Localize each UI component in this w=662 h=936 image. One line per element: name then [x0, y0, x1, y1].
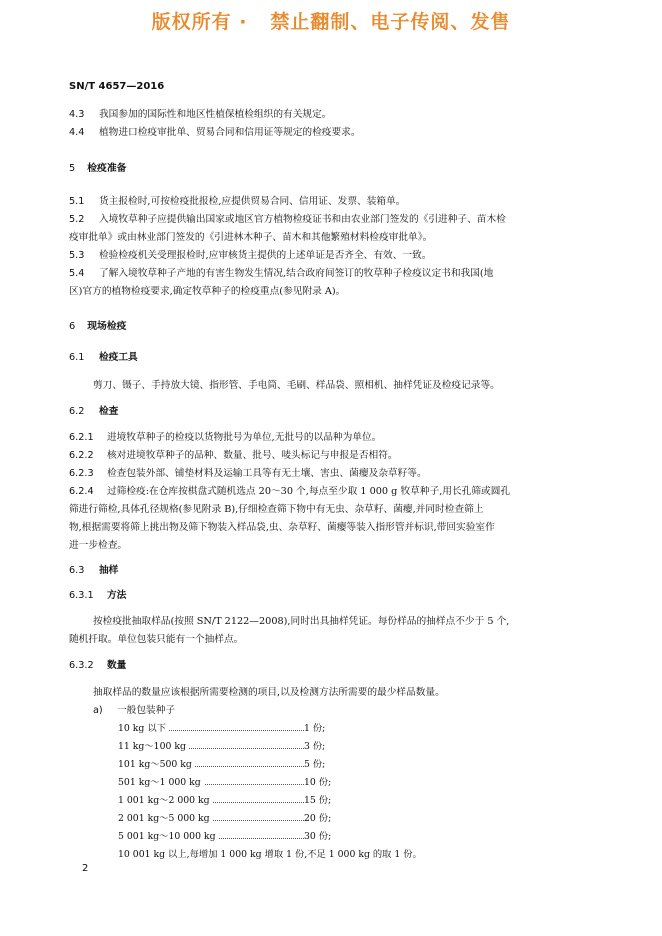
clause-number: 6.3.2 — [69, 660, 94, 671]
copyright-watermark: 版权所有 · 禁止翻制、电子传阅、发售 — [151, 11, 511, 33]
section-title: 现场检疫 — [87, 321, 127, 332]
section-title: 检疫准备 — [87, 163, 127, 174]
clause-number: 6.2 — [69, 406, 85, 417]
clause-6-1-heading — [69, 349, 138, 367]
sample-count: 15 份; — [304, 795, 332, 806]
list-label: a) — [93, 705, 103, 716]
clause-text: 入境牧草种子应提供输出国家或地区官方植物检疫证书和由农业部门签发的《引进种子、苗木检 — [99, 214, 506, 225]
clause-6-3-2-body: 抽取样品的数量应该根据所需要检测的项目,以及检测方法所需要的最少样品数量。 — [93, 687, 445, 698]
clause-number: 5.1 — [69, 196, 85, 207]
clause-title: 检查 — [99, 406, 119, 417]
clause-title: 数量 — [107, 660, 127, 671]
clause-6-3-1-heading — [69, 587, 126, 605]
sample-count: 3 份; — [304, 741, 326, 752]
section-5-heading — [69, 160, 126, 178]
sample-count: 1 份; — [304, 723, 326, 734]
clause-text: 过筛检疫:在仓库按棋盘式随机选点 20～30 个,每点至少取 1 000 g 牧草种子,用长孔筛或圆孔 — [107, 486, 511, 497]
clause-5-2-continued: 疫审批单》或由林业部门签发的《引进林木种子、苗木和其他繁殖材料检疫审批单》。 — [69, 232, 433, 243]
sample-range: 1 001 kg～2 000 kg — [118, 795, 213, 806]
clause-title: 检疫工具 — [99, 352, 138, 363]
clause-number: 5.4 — [69, 268, 85, 279]
clause-number: 6.2.4 — [69, 486, 94, 497]
clause-6-2-heading — [69, 403, 118, 421]
clause-6-2-4-line-2: 筛进行筛检,具体孔径规格(参见附录 B),仔细检查筛下物中有无虫、杂草籽、菌瘿,并同时检查筛上 — [69, 504, 484, 515]
sample-range: 2 001 kg～5 000 kg — [118, 813, 213, 824]
clause-6-2-4 — [69, 483, 510, 501]
clause-text: 检查包装外部、铺垫材料及运输工具等有无土壤、害虫、菌瘿及杂草籽等。 — [107, 468, 427, 479]
clause-number: 4.4 — [69, 127, 85, 138]
clause-6-2-2 — [69, 447, 398, 465]
sample-count: 30 份; — [304, 831, 332, 842]
clause-5-1 — [69, 193, 405, 211]
section-number: 6 — [69, 321, 76, 332]
clause-text: 植物进口检疫审批单、贸易合同和信用证等规定的检疫要求。 — [99, 127, 361, 138]
clause-number: 5.3 — [69, 250, 85, 261]
sample-range: 11 kg～100 kg — [118, 741, 189, 752]
clause-title: 抽样 — [99, 565, 119, 576]
clause-6-2-3 — [69, 465, 427, 483]
clause-number: 6.2.2 — [69, 450, 94, 461]
list-item-a — [93, 702, 175, 720]
clause-number: 6.3 — [69, 565, 85, 576]
sample-count: 10 份; — [304, 777, 332, 788]
sample-row — [118, 792, 331, 810]
clause-text: 货主报检时,可按检疫批报检,应提供贸易合同、信用证、发票、装箱单。 — [99, 196, 406, 207]
sample-row — [118, 738, 325, 756]
sample-row — [118, 720, 325, 738]
sample-row — [118, 810, 331, 828]
clause-6-2-1 — [69, 429, 381, 447]
sample-row — [118, 828, 331, 846]
standard-code: SN/T 4657—2016 — [69, 81, 165, 92]
section-6-heading — [69, 318, 126, 336]
sample-range: 101 kg～500 kg — [118, 759, 195, 770]
clause-6-3-2-heading — [69, 657, 126, 675]
sample-range: 501 kg～1 000 kg — [118, 777, 204, 788]
clause-5-2 — [69, 211, 506, 229]
clause-number: 5.2 — [69, 214, 85, 225]
page-number: 2 — [82, 863, 89, 874]
clause-number: 6.3.1 — [69, 590, 94, 601]
clause-5-3 — [69, 247, 431, 265]
clause-text: 了解入境牧草种子产地的有害生物发生情况,结合政府间签订的牧草种子检疫议定书和我国(地 — [99, 268, 494, 279]
clause-title: 方法 — [107, 590, 127, 601]
sample-row-last: 10 001 kg 以上,每增加 1 000 kg 增取 1 份,不足 1 000 kg 的取 1 份。 — [118, 849, 422, 860]
sample-count: 5 份; — [304, 759, 326, 770]
sample-row — [118, 774, 331, 792]
clause-text: 检验检疫机关受理报检时,应审核货主提供的上述单证是否齐全、有效、一致。 — [99, 250, 432, 261]
clause-6-2-4-line-4: 进一步检查。 — [69, 540, 128, 551]
clause-6-3-heading — [69, 562, 118, 580]
sample-range: 5 001 kg～10 000 kg — [118, 831, 219, 842]
sample-range: 10 kg 以下 — [118, 723, 169, 734]
sample-count: 20 份; — [304, 813, 332, 824]
clause-number: 6.2.3 — [69, 468, 94, 479]
list-text: 一般包装种子 — [117, 705, 176, 716]
sample-row — [118, 756, 325, 774]
clause-number: 6.2.1 — [69, 432, 94, 443]
clause-4-4 — [69, 124, 361, 142]
clause-6-1-body: 剪刀、镊子、手持放大镜、指形管、手电筒、毛刷、样品袋、照相机、抽样凭证及检疫记录等。 — [93, 380, 500, 391]
clause-6-3-1-continued: 随机扦取。单位包装只能有一个抽样点。 — [69, 634, 244, 645]
clause-text: 核对进境牧草种子的品种、数量、批号、唛头标记与申报是否相符。 — [107, 450, 398, 461]
clause-4-3 — [69, 106, 332, 124]
clause-6-2-4-line-3: 物,根据需要将筛上挑出物及筛下物装入样品袋,虫、杂草籽、菌瘿等装入指形管并标识,带回实验室作 — [69, 522, 495, 533]
clause-number: 4.3 — [69, 109, 85, 120]
clause-text: 进境牧草种子的检疫以货物批号为单位,无批号的以品种为单位。 — [107, 432, 382, 443]
clause-number: 6.1 — [69, 352, 85, 363]
section-number: 5 — [69, 163, 76, 174]
clause-text: 我国参加的国际性和地区性植保植检组织的有关规定。 — [99, 109, 332, 120]
clause-5-4-continued: 区)官方的植物检疫要求,确定牧草种子的检疫重点(参见附录 A)。 — [69, 286, 346, 297]
clause-6-3-1-body: 按检疫批抽取样品(按照 SN/T 2122—2008),同时出具抽样凭证。每份样品的抽样点不少于 5 个, — [93, 616, 510, 627]
clause-5-4 — [69, 265, 493, 283]
